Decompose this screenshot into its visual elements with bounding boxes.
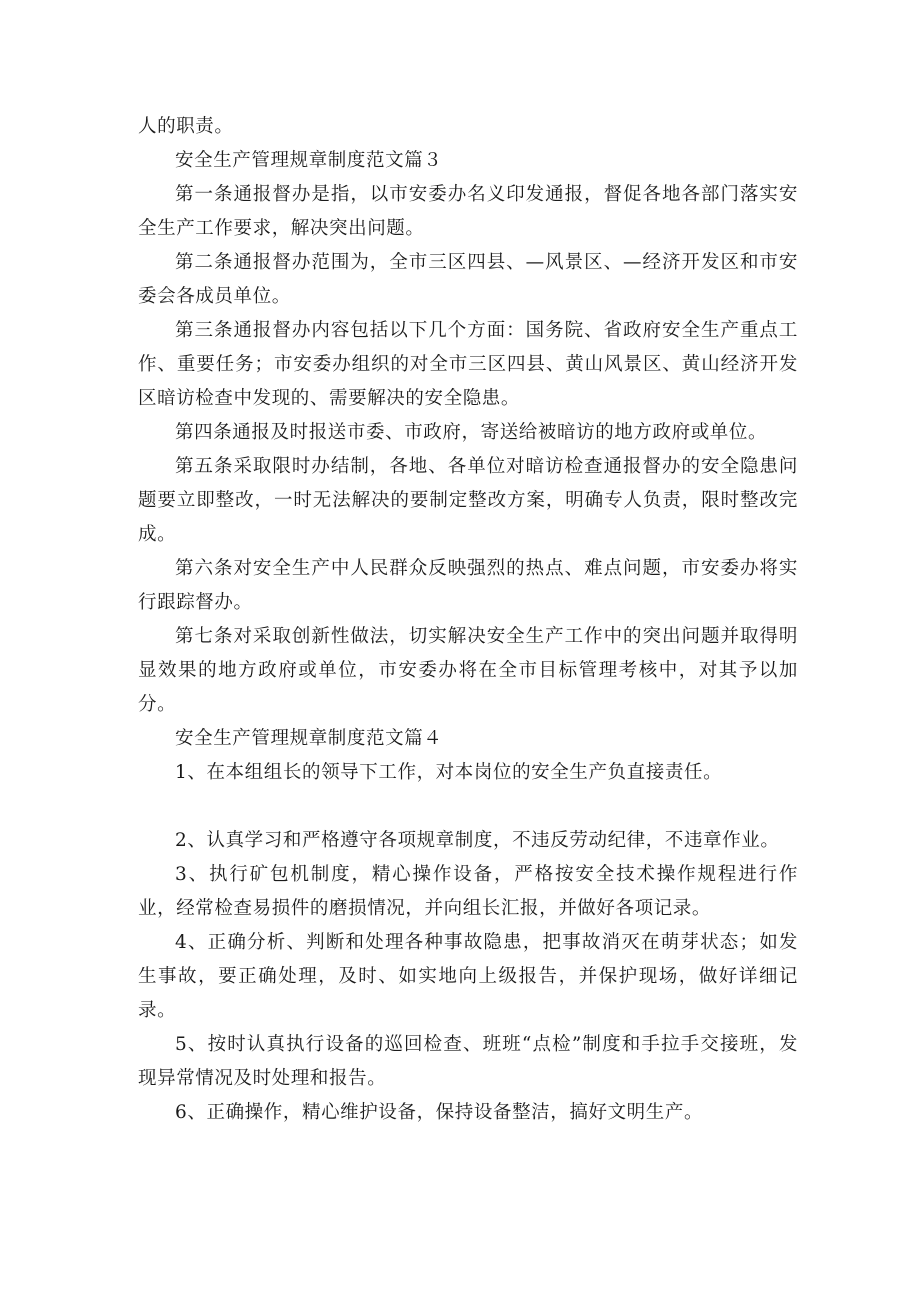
- paragraph-continuation: 人的职责。: [138, 116, 234, 137]
- section-heading-3: 安全生产管理规章制度范文篇３: [175, 150, 443, 171]
- article-4: 第四条通报及时报送市委、市政府，寄送给被暗访的地方政府或单位。: [175, 422, 768, 443]
- article-1: 第一条通报督办是指，以市安委办名义印发通报，督促各地各部门落实安全生产工作要求，解决突出问题。: [138, 184, 798, 239]
- article-3: 第三条通报督办内容包括以下几个方面：国务院、省政府安全生产重点工作、重要任务；市安委办组织的对全市三区四县、黄山风景区、黄山经济开发区暗访检查中发现的、需要解决的安全隐患。: [138, 320, 798, 409]
- duty-item-4: 4、正确分析、判断和处理各种事故隐患，把事故消灭在萌芽状态；如发生事故，要正确处理，及时、如实地向上级报告，并保护现场，做好详细记录。: [138, 932, 798, 1021]
- duty-item-5: 5、按时认真执行设备的巡回检查、班班“点检”制度和手拉手交接班，发现异常情况及时处理和报告。: [138, 1034, 798, 1089]
- article-5: 第五条采取限时办结制，各地、各单位对暗访检查通报督办的安全隐患问题要立即整改，一时无法解决的要制定整改方案，明确专人负责，限时整改完成。: [138, 456, 798, 545]
- article-2: 第二条通报督办范围为，全市三区四县、—风景区、—经济开发区和市安委会各成员单位。: [138, 252, 798, 307]
- article-6: 第六条对安全生产中人民群众反映强烈的热点、难点问题，市安委办将实行跟踪督办。: [138, 558, 798, 613]
- duty-item-6: 6、正确操作，精心维护设备，保持设备整洁，搞好文明生产。: [175, 1102, 704, 1123]
- section-heading-4: 安全生产管理规章制度范文篇４: [175, 728, 443, 749]
- article-7: 第七条对采取创新性做法，切实解决安全生产工作中的突出问题并取得明显效果的地方政府或单位，市安委办将在全市目标管理考核中，对其予以加分。: [138, 626, 798, 715]
- duty-item-1: 1、在本组组长的领导下工作，对本岗位的安全生产负直接责任。: [175, 762, 723, 783]
- paragraph-gap: [138, 790, 798, 824]
- document-body: [138, 110, 798, 1130]
- duty-item-2: 2、认真学习和严格遵守各项规章制度，不违反劳动纪律，不违章作业。: [175, 830, 780, 851]
- duty-item-3: 3、执行矿包机制度，精心操作设备，严格按安全技术操作规程进行作业，经常检查易损件的磨损情况，并向组长汇报，并做好各项记录。: [138, 864, 798, 919]
